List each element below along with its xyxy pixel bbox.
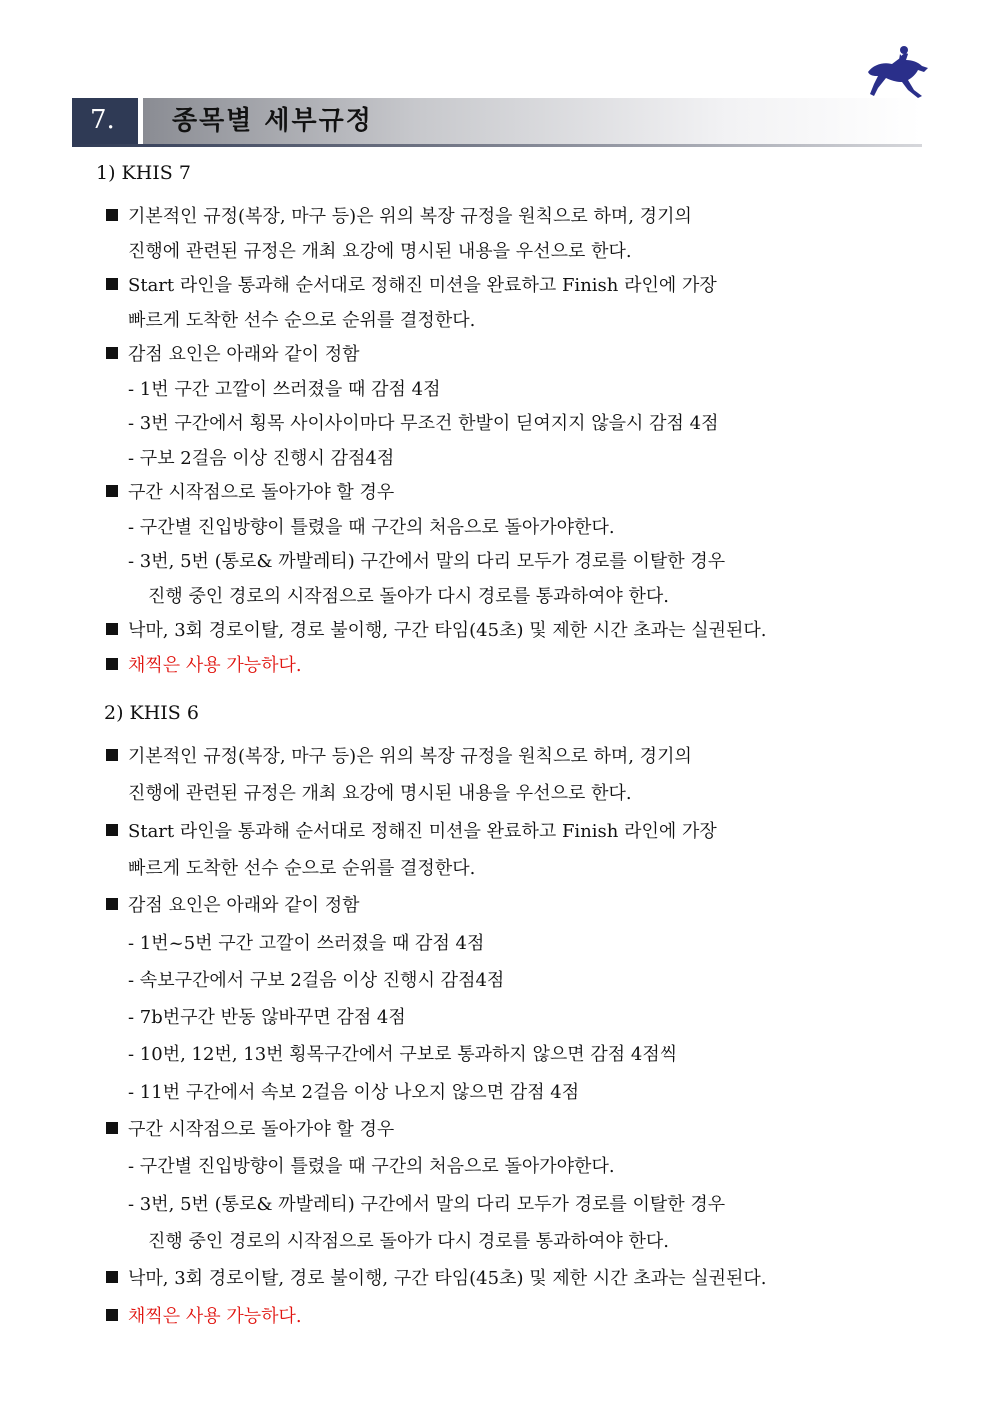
line-text: 진행에 관련된 규정은 개최 요강에 명시된 내용을 우선으로 한다. xyxy=(128,783,632,805)
line-text: - 10번, 12번, 13번 횡목구간에서 구보로 통과하지 않으면 감점 4점씩 xyxy=(128,1044,678,1066)
square-bullet-icon xyxy=(106,209,118,221)
line-text: 구간 시작점으로 돌아가야 할 경우 xyxy=(128,1119,395,1140)
square-bullet-icon xyxy=(106,1271,118,1283)
horse-rider-logo-icon xyxy=(862,44,934,100)
list-line xyxy=(128,375,440,401)
bullet-item xyxy=(106,340,360,366)
bullet-item xyxy=(106,742,692,768)
line-text: - 3번, 5번 (통로& 까발레티) 구간에서 말의 다리 모두가 경로를 이탈한 경우 xyxy=(128,1193,726,1215)
list-line xyxy=(148,582,669,608)
list-line xyxy=(128,513,615,539)
square-bullet-icon xyxy=(106,278,118,290)
bullet-item xyxy=(106,202,692,228)
line-text: 낙마, 3회 경로이탈, 경로 불이행, 구간 타임(45초) 및 제한 시간 초과는 실권된다. xyxy=(128,620,767,641)
bullet-item xyxy=(106,1115,394,1141)
list-line xyxy=(128,854,475,880)
bullet-item xyxy=(106,1302,302,1328)
header-underline xyxy=(72,144,922,147)
list-line xyxy=(148,1227,669,1253)
line-text: 빠르게 도착한 선수 순으로 순위를 결정한다. xyxy=(128,857,476,879)
line-text: - 1번 구간 고깔이 쓰러졌을 때 감점 4점 xyxy=(128,378,441,400)
square-bullet-icon xyxy=(106,824,118,836)
list-line xyxy=(128,1040,677,1066)
line-text: - 구간별 진입방향이 틀렸을 때 구간의 처음으로 돌아가야한다. xyxy=(128,516,615,538)
section-heading: 2) KHIS 6 xyxy=(104,702,199,724)
line-text: 낙마, 3회 경로이탈, 경로 불이행, 구간 타임(45초) 및 제한 시간 초과는 실권된다. xyxy=(128,1268,767,1290)
line-text: 구간 시작점으로 돌아가야 할 경우 xyxy=(128,482,395,503)
list-line xyxy=(128,237,632,263)
line-text: - 7b번구간 반동 않바꾸면 감점 4점 xyxy=(128,1007,406,1029)
section-heading: 1) KHIS 7 xyxy=(96,162,191,184)
square-bullet-icon xyxy=(106,749,118,761)
list-line xyxy=(128,306,475,332)
square-bullet-icon xyxy=(106,1309,118,1321)
line-text: Start 라인을 통과해 순서대로 정해진 미션을 완료하고 Finish 라인에 가장 xyxy=(128,275,717,296)
section-header xyxy=(72,98,922,144)
section-title: 종목별 세부규정 xyxy=(172,106,373,136)
bullet-item xyxy=(106,651,302,677)
line-text: 진행 중인 경로의 시작점으로 돌아가 다시 경로를 통과하여야 한다. xyxy=(148,585,669,607)
line-text: 감점 요인은 아래와 같이 정함 xyxy=(128,344,360,365)
line-text: - 1번~5번 구간 고깔이 쓰러졌을 때 감점 4점 xyxy=(128,932,485,954)
line-text: 빠르게 도착한 선수 순으로 순위를 결정한다. xyxy=(128,309,476,331)
bullet-item xyxy=(106,1264,766,1290)
square-bullet-icon xyxy=(106,347,118,359)
list-line xyxy=(128,779,632,805)
line-text: 기본적인 규정(복장, 마구 등)은 위의 복장 규정을 원칙으로 하며, 경기의 xyxy=(128,746,692,767)
line-text: 진행 중인 경로의 시작점으로 돌아가 다시 경로를 통과하여야 한다. xyxy=(148,1230,669,1252)
line-text: - 구보 2걸음 이상 진행시 감점4점 xyxy=(128,447,395,469)
list-line xyxy=(128,1003,406,1029)
line-text: - 3번 구간에서 횡목 사이사이마다 무조건 한발이 딛여지지 않을시 감점 4점 xyxy=(128,413,719,434)
line-text: - 속보구간에서 구보 2걸음 이상 진행시 감점4점 xyxy=(128,969,505,991)
bullet-item xyxy=(106,817,717,843)
list-line xyxy=(128,929,484,955)
line-text: 기본적인 규정(복장, 마구 등)은 위의 복장 규정을 원칙으로 하며, 경기의 xyxy=(128,206,692,227)
line-text: - 3번, 5번 (통로& 까발레티) 구간에서 말의 다리 모두가 경로를 이탈한 경우 xyxy=(128,551,726,572)
bullet-item xyxy=(106,616,766,642)
line-text: 진행에 관련된 규정은 개최 요강에 명시된 내용을 우선으로 한다. xyxy=(128,240,632,262)
section-number: 7. xyxy=(72,98,138,144)
list-line xyxy=(128,1152,615,1178)
list-line xyxy=(128,1190,725,1216)
bullet-item xyxy=(106,891,360,917)
list-line xyxy=(128,1078,579,1104)
square-bullet-icon xyxy=(106,623,118,635)
square-bullet-icon xyxy=(106,658,118,670)
list-line xyxy=(128,547,725,573)
line-text: 감점 요인은 아래와 같이 정함 xyxy=(128,895,360,917)
square-bullet-icon xyxy=(106,898,118,910)
list-line xyxy=(128,444,394,470)
bullet-item xyxy=(106,271,717,297)
list-line xyxy=(128,409,718,435)
square-bullet-icon xyxy=(106,485,118,497)
square-bullet-icon xyxy=(106,1122,118,1134)
line-text: Start 라인을 통과해 순서대로 정해진 미션을 완료하고 Finish 라인에 가장 xyxy=(128,820,717,842)
bullet-item xyxy=(106,478,394,504)
line-text: 채찍은 사용 가능하다. xyxy=(128,1305,302,1327)
line-text: - 구간별 진입방향이 틀렸을 때 구간의 처음으로 돌아가야한다. xyxy=(128,1156,615,1178)
line-text: 채찍은 사용 가능하다. xyxy=(128,654,302,676)
line-text: - 11번 구간에서 속보 2걸음 이상 나오지 않으면 감점 4점 xyxy=(128,1081,580,1103)
list-line xyxy=(128,966,504,992)
